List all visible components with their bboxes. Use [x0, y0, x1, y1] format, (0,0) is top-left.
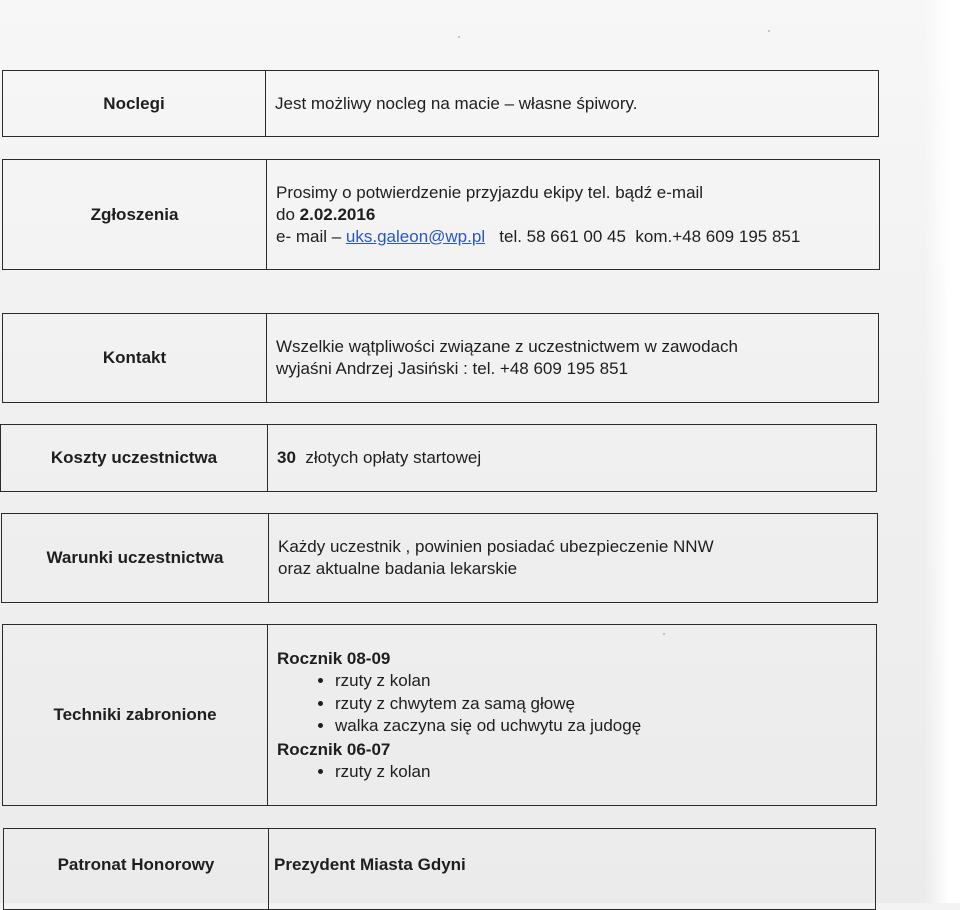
- row-label: Koszty uczestnictwa: [1, 425, 268, 491]
- contact-line: [276, 226, 879, 248]
- row-kontakt: [2, 313, 879, 403]
- list-item: • rzuty z kolan: [335, 761, 876, 784]
- row-label: Kontakt: [3, 314, 267, 402]
- scan-speck: [458, 36, 460, 38]
- row-label: Techniki zabronione: [3, 625, 268, 805]
- fee-text: złotych opłaty startowej: [305, 448, 482, 467]
- row-content: [268, 625, 876, 805]
- row-text: oraz aktualne badania lekarskie: [278, 559, 518, 578]
- fee-amount: 30: [277, 448, 296, 467]
- row-zgloszenia: [2, 159, 880, 270]
- row-noclegi: [2, 70, 879, 137]
- row-warunki: [1, 513, 878, 603]
- row-content: [266, 71, 878, 136]
- row-text: Każdy uczestnik , powinien posiadać ubezpieczenie NNW: [278, 537, 714, 556]
- row-patronat: [3, 828, 876, 910]
- phone-numbers: tel. 58 661 00 45 kom.+48 609 195 851: [499, 226, 801, 246]
- year-group-title: Rocznik 08-09: [277, 649, 391, 668]
- row-text: Prezydent Miasta Gdyni: [274, 855, 466, 874]
- fee-line: [277, 447, 876, 469]
- page-edge: [924, 0, 960, 903]
- row-label: Noclegi: [3, 71, 266, 136]
- row-content: [267, 160, 879, 269]
- list-item: • rzuty z kolan: [335, 670, 876, 693]
- scan-speck: [768, 30, 770, 32]
- row-content: [268, 425, 876, 491]
- row-text: Wszelkie wątpliwości związane z uczestnictwem w zawodach: [276, 337, 738, 356]
- email-link[interactable]: uks.galeon@wp.pl: [345, 226, 486, 246]
- email-prefix: e- mail –: [276, 226, 346, 246]
- deadline-line: [276, 204, 879, 226]
- list-item: • rzuty z chwytem za samą głowę: [335, 693, 876, 716]
- row-content: [269, 514, 877, 602]
- bullet-list: [277, 670, 876, 738]
- bullet-list: [277, 761, 876, 784]
- row-label: Warunki uczestnictwa: [2, 514, 269, 602]
- row-text: Prosimy o potwierdzenie przyjazdu ekipy tel. bądź e-mail: [276, 182, 704, 202]
- row-label: Patronat Honorowy: [4, 829, 269, 909]
- row-text: Jest możliwy nocleg na macie – własne śpiwory.: [275, 93, 638, 113]
- row-label: Zgłoszenia: [3, 160, 267, 269]
- deadline-prefix: do: [276, 204, 300, 224]
- row-content: [267, 314, 878, 402]
- deadline-date: 2.02.2016: [299, 204, 376, 224]
- row-content: [269, 829, 875, 909]
- row-koszty: [0, 424, 877, 492]
- row-techniki: [2, 624, 877, 806]
- year-group-title: Rocznik 06-07: [277, 739, 391, 759]
- list-item: • walka zaczyna się od uchwytu za judogę: [335, 715, 876, 738]
- row-text: wyjaśni Andrzej Jasiński : tel. +48 609 195 851: [276, 359, 629, 378]
